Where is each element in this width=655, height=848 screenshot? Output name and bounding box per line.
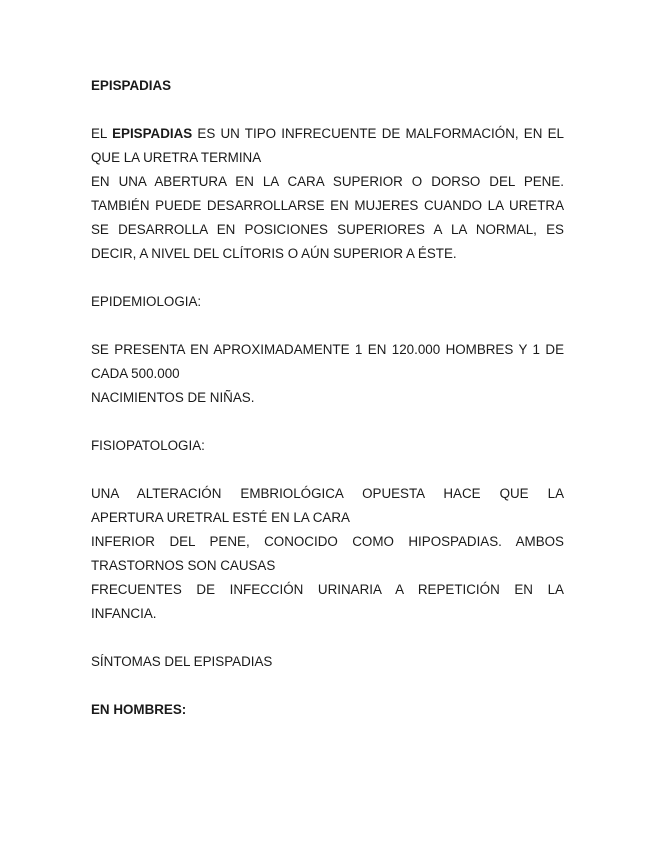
epidemiology-heading: EPIDEMIOLOGIA: <box>91 294 202 309</box>
intro-line-4: TAMBIÉN PUEDE DESARROLLARSE EN MUJERES CUANDO LA URETRA <box>91 198 564 213</box>
intro-line-2: QUE LA URETRA TERMINA <box>91 150 262 165</box>
paragraph-gap <box>91 674 564 698</box>
paragraph-gap <box>91 458 564 482</box>
intro-prefix: EL <box>91 126 113 141</box>
epidemiology-line-1: SE PRESENTA EN APROXIMADAMENTE 1 EN 120.000 HOMBRES Y 1 DE <box>91 342 564 357</box>
physiopathology-heading: FISIOPATOLOGIA: <box>91 438 205 453</box>
symptoms-heading: SÍNTOMAS DEL EPISPADIAS <box>91 654 273 669</box>
physiopathology-line-1: UNA ALTERACIÓN EMBRIOLÓGICA OPUESTA HACE QUE LA <box>91 486 564 501</box>
paragraph-gap <box>91 98 564 122</box>
physiopathology-line-2: APERTURA URETRAL ESTÉ EN LA CARA <box>91 510 350 525</box>
intro-term: EPISPADIAS <box>112 126 193 141</box>
epidemiology-line-3: NACIMIENTOS DE NIÑAS. <box>91 390 255 405</box>
physiopathology-line-5: FRECUENTES DE INFECCIÓN URINARIA A REPETICIÓN EN LA <box>91 582 564 597</box>
document-title: EPISPADIAS <box>91 78 172 93</box>
paragraph-gap <box>91 410 564 434</box>
intro-line-1 <box>91 122 564 146</box>
intro-line-6: DECIR, A NIVEL DEL CLÍTORIS O AÚN SUPERIOR A ÉSTE. <box>91 246 457 261</box>
physiopathology-line-6: INFANCIA. <box>91 606 157 621</box>
intro-line-3: EN UNA ABERTURA EN LA CARA SUPERIOR O DORSO DEL PENE. <box>91 174 564 189</box>
document-page <box>91 74 564 722</box>
intro-rest: ES UN TIPO INFRECUENTE DE MALFORMACIÓN, EN EL <box>192 126 564 141</box>
men-heading: EN HOMBRES: <box>91 702 187 717</box>
paragraph-gap <box>91 626 564 650</box>
paragraph-gap <box>91 266 564 290</box>
paragraph-gap <box>91 314 564 338</box>
epidemiology-line-2: CADA 500.000 <box>91 366 180 381</box>
physiopathology-line-3: INFERIOR DEL PENE, CONOCIDO COMO HIPOSPADIAS. AMBOS <box>91 534 564 549</box>
intro-line-5: SE DESARROLLA EN POSICIONES SUPERIORES A LA NORMAL, ES <box>91 222 564 237</box>
physiopathology-line-4: TRASTORNOS SON CAUSAS <box>91 558 276 573</box>
